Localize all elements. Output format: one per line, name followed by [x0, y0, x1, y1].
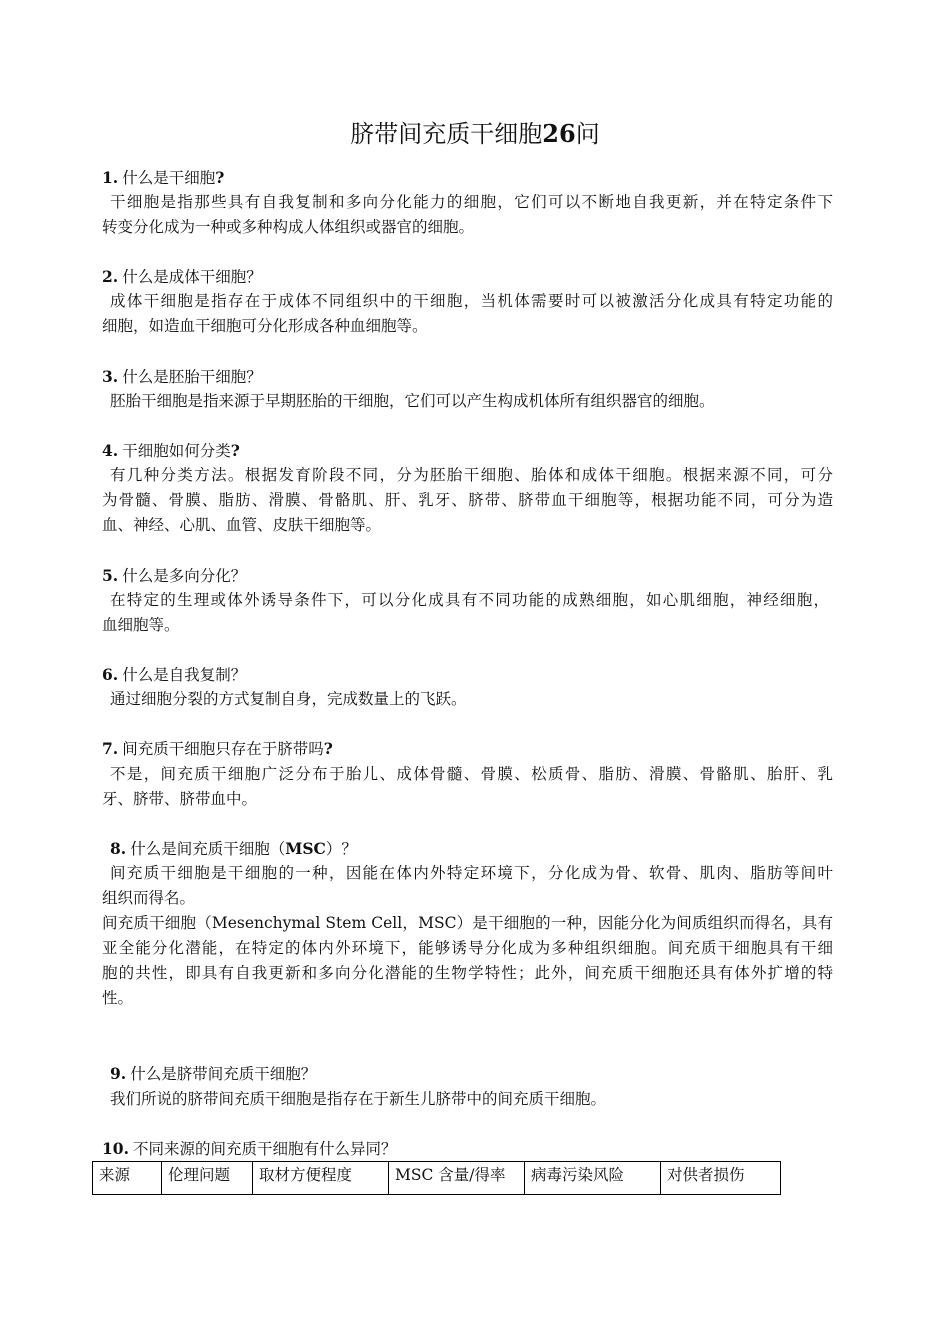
- answer-6-line-1: 通过细胞分裂的方式复制自身，完成数量上的飞跃。: [110, 690, 467, 708]
- page-title: 脐带间充质干细胞26问: [350, 119, 600, 148]
- question-10: 10. 不同来源的间充质干细胞有什么异同？: [102, 1139, 397, 1158]
- table-header-cell: 来源: [93, 1162, 162, 1195]
- answer-7-line-2: 牙、脐带、脐带血中。: [102, 790, 258, 808]
- answer-7-line-1: 不是，间充质干细胞广泛分布于胎儿、成体骨髓、骨膜、松质骨、脂肪、滑膜、骨骼肌、胎肝、乳: [110, 765, 833, 783]
- answer-5-line-1: 在特定的生理或体外诱导条件下，可以分化成具有不同功能的成熟细胞，如心肌细胞，神经细胞，: [110, 591, 829, 609]
- answer-1-line-2: 转变分化成为一种或多种构成人体组织或器官的细胞。: [102, 218, 475, 236]
- table-header-cell: 对供者损伤: [661, 1162, 781, 1195]
- answer-8b-line-1: 间充质干细胞（Mesenchymal Stem Cell，MSC）是干细胞的一种，因能分化为间质组织而得名，具有: [102, 914, 833, 932]
- question-8: 8. 什么是间充质干细胞（MSC）？: [110, 839, 357, 858]
- answer-8-line-1: 间充质干细胞是干细胞的一种，因能在体内外特定环境下，分化成为骨、软骨、肌肉、脂肪等间叶: [110, 864, 833, 882]
- question-6: 6. 什么是自我复制？: [102, 665, 247, 684]
- answer-8b-line-2: 亚全能分化潜能，在特定的体内外环境下，能够诱导分化成为多种组织细胞。间充质干细胞具有干细: [102, 939, 833, 957]
- table-header-cell: 病毒污染风险: [525, 1162, 661, 1195]
- answer-8b-line-4: 性。: [102, 989, 134, 1007]
- answer-2-line-2: 细胞，如造血干细胞可分化形成各种血细胞等。: [102, 317, 428, 335]
- comparison-table: [92, 1161, 781, 1195]
- answer-3-line-1: 胚胎干细胞是指来源于早期胚胎的干细胞，它们可以产生构成机体所有组织器官的细胞。: [110, 392, 715, 410]
- question-5: 5. 什么是多向分化？: [102, 566, 247, 585]
- question-9: 9. 什么是脐带间充质干细胞？: [110, 1064, 317, 1083]
- question-2: 2. 什么是成体干细胞？: [102, 267, 262, 286]
- answer-5-line-2: 血细胞等。: [102, 616, 180, 634]
- answer-4-line-1: 有几种分类方法。根据发育阶段不同，分为胚胎干细胞、胎体和成体干细胞。根据来源不同，可分: [110, 466, 833, 484]
- answer-2-line-1: 成体干细胞是指存在于成体不同组织中的干细胞，当机体需要时可以被激活分化成具有特定功能的: [110, 292, 833, 310]
- table-header-cell: MSC 含量/得率: [389, 1162, 525, 1195]
- answer-1-line-1: 干细胞是指那些具有自我复制和多向分化能力的细胞，它们可以不断地自我更新，并在特定条件下: [110, 193, 833, 211]
- answer-9-line-1: 我们所说的脐带间充质干细胞是指存在于新生儿脐带中的间充质干细胞。: [110, 1090, 607, 1108]
- table-header-cell: 伦理问题: [162, 1162, 253, 1195]
- question-3: 3. 什么是胚胎干细胞？: [102, 367, 262, 386]
- question-4: 4. 干细胞如何分类?: [102, 441, 240, 460]
- answer-4-line-2: 为骨髓、骨膜、脂肪、滑膜、骨骼肌、肝、乳牙、脐带、脐带血干细胞等，根据功能不同，可分为造: [102, 491, 833, 509]
- table-header-cell: 取材方便程度: [253, 1162, 389, 1195]
- question-7: 7. 间充质干细胞只存在于脐带吗?: [102, 739, 333, 758]
- answer-4-line-3: 血、神经、心肌、血管、皮肤干细胞等。: [102, 516, 382, 534]
- question-1: 1. 什么是干细胞?: [102, 168, 225, 187]
- answer-8b-line-3: 胞的共性，即具有自我更新和多向分化潜能的生物学特性；此外，间充质干细胞还具有体外扩增的特: [102, 964, 833, 982]
- answer-8-line-2: 组织而得名。: [102, 889, 196, 907]
- table-header-row: [93, 1162, 781, 1195]
